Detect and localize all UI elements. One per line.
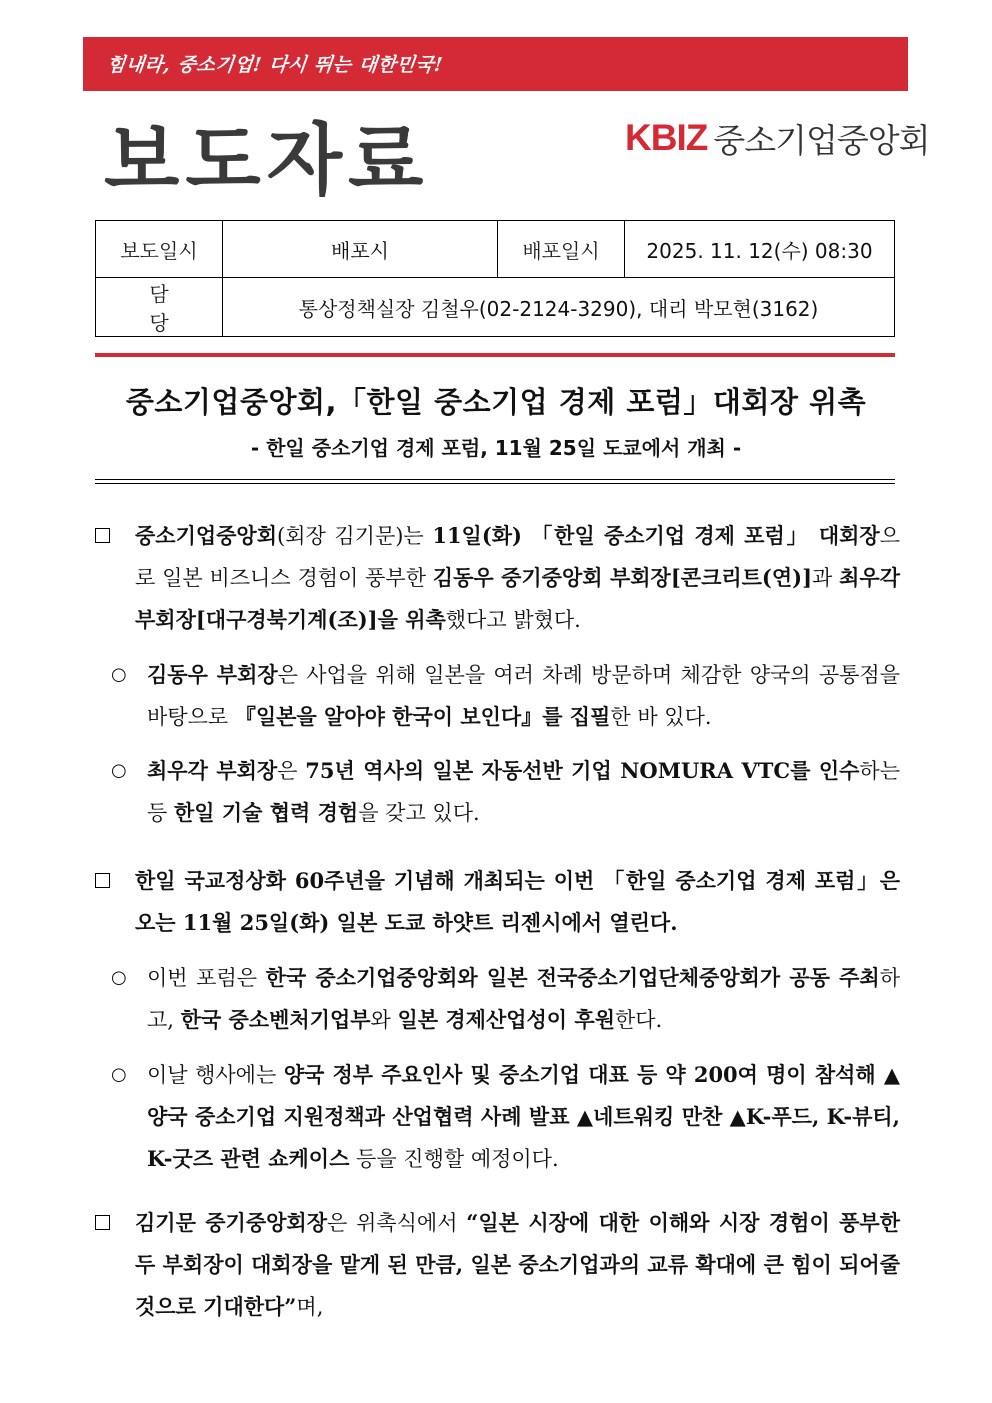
text-span: 최우각 부회장 [147, 758, 278, 783]
circle-marker: ○ [111, 1064, 127, 1085]
text-span: 한다. [614, 1008, 663, 1032]
text-span: 이번 포럼은 [147, 966, 266, 990]
circle-marker: ○ [111, 760, 127, 781]
text-span: 은 위촉식에서 [327, 1211, 467, 1235]
text-span: 하는 등 [147, 759, 900, 825]
text-span: 으로 일본 비즈니스 경험이 풍부한 [135, 524, 900, 590]
text-span: (회장 김기문)는 [277, 524, 433, 548]
text-span: 은 사업을 위해 일본을 여러 차례 방문하며 체감한 양국의 공통점을 바탕으로 [147, 663, 900, 729]
square-marker [95, 515, 125, 557]
paragraph-3 [95, 1202, 900, 1328]
sub-paragraph-1 [95, 654, 900, 738]
circle-marker: ○ [111, 664, 127, 685]
square-marker [95, 860, 125, 902]
logo-name: 중소기업중앙회 [713, 120, 930, 160]
release-value: 배포시 [223, 221, 498, 278]
press-release-title: 보도자료 [104, 116, 430, 206]
text-span: “일본 시장에 대한 이해와 시장 경험이 풍부한 두 부회장이 대회장을 맡게 된 만큼, 일본 중소기업과의 교류 확대에 큰 힘이 되어줄 것으로 기대한다” [135, 1210, 900, 1319]
text-span: 중소기업중앙회 [135, 523, 278, 548]
text-span: 이날 행사에는 [147, 1063, 284, 1087]
slogan-text: 힘내라, 중소기업! 다시 뛰는 대한민국! [105, 54, 445, 76]
text-span: 한일 기술 협력 경험 [173, 800, 359, 825]
text-span: 김동우 중기중앙회 부회장[콘크리트(연)] [432, 565, 813, 590]
square-bullet-icon [95, 528, 110, 543]
square-bullet-icon [95, 873, 110, 888]
text-span: 했다고 밝혔다. [445, 608, 581, 632]
text-span: 하고, [147, 966, 901, 1032]
red-divider [95, 353, 895, 357]
text-span: 한국 중소기업중앙회와 일본 전국중소기업단체중앙회가 공동 주최 [265, 965, 880, 990]
text-span: 일본 경제산업성이 후원 [397, 1007, 615, 1032]
text-span: 을 갖고 있다. [358, 801, 480, 825]
release-info-table [95, 220, 895, 337]
text-span: 75년 역사의 일본 자동선반 기업 NOMURA VTC를 인수 [305, 758, 860, 783]
release-label: 보도일시 [96, 221, 223, 278]
text-span: 등을 진행할 예정이다. [349, 1147, 559, 1171]
square-bullet-icon [95, 1215, 110, 1230]
sub-paragraph-2 [95, 750, 900, 834]
text-span: 『일본을 알아야 한국이 보인다』를 집필 [234, 704, 611, 729]
contact-row [96, 278, 895, 337]
paragraph-1 [95, 515, 900, 641]
distribution-value: 2025. 11. 12(수) 08:30 [625, 221, 895, 278]
text-span: 11일(화) 「한일 중소기업 경제 포럼」 대회장 [432, 523, 880, 548]
headline: 중소기업중앙회,「한일 중소기업 경제 포럼」대회장 위촉 [125, 385, 867, 419]
text-span: 과 [812, 566, 840, 590]
sub-paragraph-4 [95, 1054, 900, 1180]
text-span: 와 [370, 1008, 398, 1032]
contact-value: 통상정책실장 김철우(02-2124-3290), 대리 박모현(3162) [223, 278, 895, 337]
text-span: 한국 중소벤처기업부 [180, 1007, 371, 1032]
square-marker [95, 1202, 125, 1244]
text-span: 한 바 있다. [610, 705, 712, 729]
double-divider [95, 479, 895, 484]
subheadline: - 한일 중소기업 경제 포럼, 11월 25일 도쿄에서 개최 - [250, 436, 742, 460]
contact-label: 담 당 [96, 278, 223, 337]
text-span: 김기문 중기중앙회장 [135, 1210, 327, 1235]
text-span: 며, [296, 1295, 324, 1319]
text-span: 한일 국교정상화 60주년을 기념해 개최되는 이번 「한일 중소기업 경제 포럼」은 오는 11월 25일(화) 일본 도쿄 하얏트 리젠시에서 열린다. [135, 868, 900, 935]
text-span: 양국 정부 주요인사 및 중소기업 대표 등 약 200여 명이 참석해 ▲양국 중소기업 지원정책과 산업협력 사례 발표 ▲네트워킹 만찬 ▲K-푸드, K-뷰티, K-굿즈 관련 쇼케이스 [147, 1062, 900, 1171]
distribution-label: 배포일시 [498, 221, 625, 278]
kbiz-logo [625, 118, 929, 158]
release-row [96, 221, 895, 278]
logo-mark: KBIZ [625, 117, 708, 158]
text-span: 최우각 부회장[대구경북기계(조)]을 위촉 [135, 565, 900, 632]
circle-marker: ○ [111, 967, 127, 988]
sub-paragraph-3 [95, 957, 900, 1041]
text-span: 김동우 부회장 [147, 662, 278, 687]
slogan-banner [83, 37, 908, 91]
text-span: 은 [277, 759, 306, 783]
paragraph-2 [95, 860, 900, 944]
